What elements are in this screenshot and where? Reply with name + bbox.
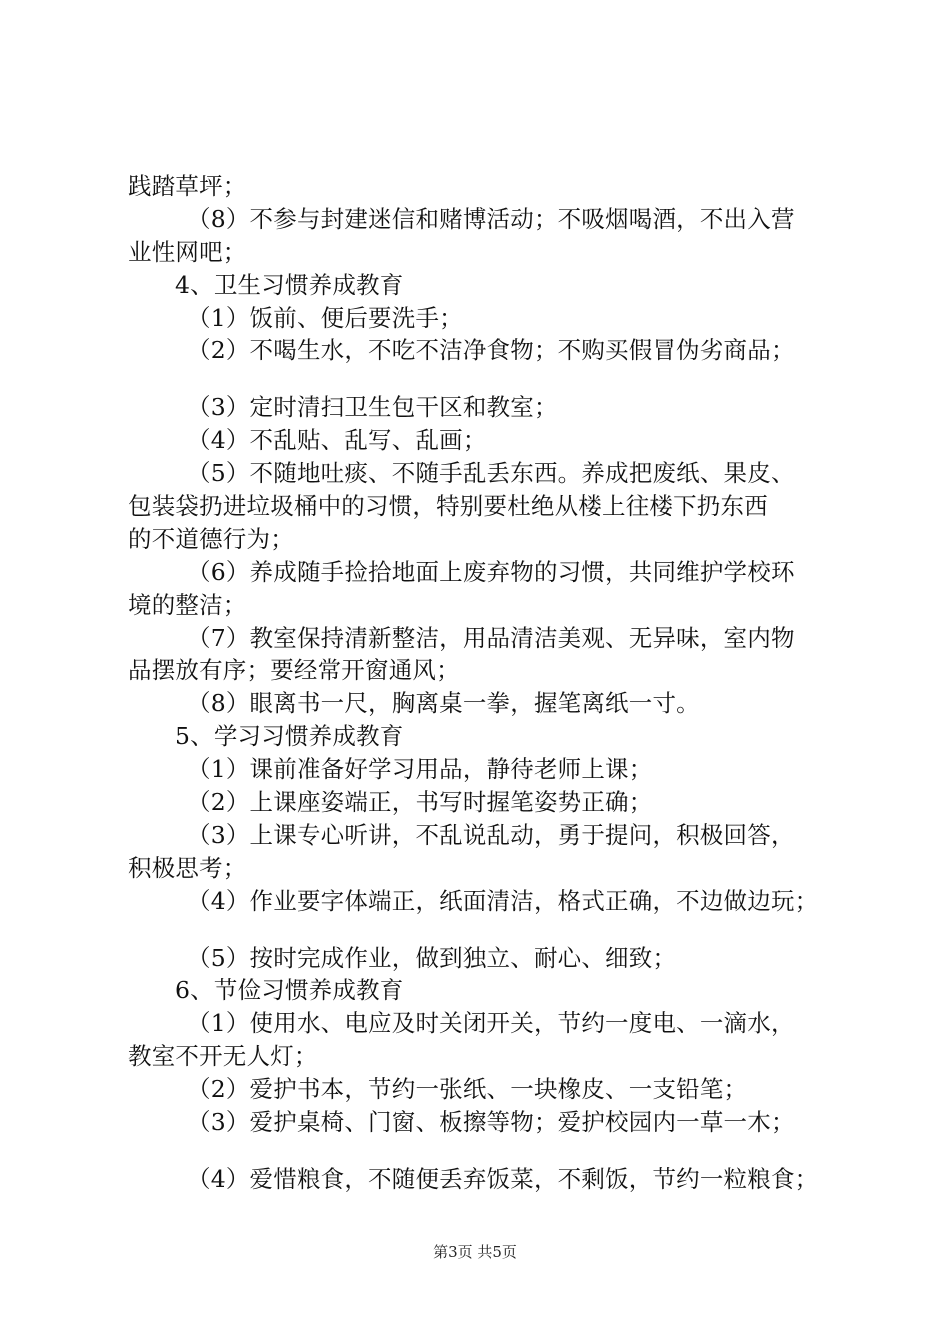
list-item-line: （2）爱护书本，节约一张纸、一块橡皮、一支铅笔； xyxy=(187,1075,748,1104)
list-item-line: （1）使用水、电应及时关闭开关，节约一度电、一滴水， xyxy=(187,1009,795,1038)
list-item-line: （5）不随地吐痰、不随手乱丢东西。养成把废纸、果皮、 xyxy=(187,459,795,488)
list-item-line: （3）定时清扫卫生包干区和教室； xyxy=(187,393,558,422)
page-footer: 第3页 共5页 xyxy=(433,1243,517,1261)
list-item-line: （2）上课座姿端正，书写时握笔姿势正确； xyxy=(187,788,653,817)
text-line: 业性网吧； xyxy=(128,237,247,266)
text-line: 践踏草坪； xyxy=(128,172,247,200)
list-item-line: （3）爱护桌椅、门窗、板擦等物；爱护校园内一草一木； xyxy=(187,1108,795,1137)
paragraph-gap xyxy=(128,367,848,391)
list-item-line: （8）不参与封建迷信和赌博活动；不吸烟喝酒，不出入营 xyxy=(187,204,795,233)
list-item-line: （2）不喝生水，不吃不洁净食物；不购买假冒伪劣商品； xyxy=(187,336,795,365)
text-line: 的不道德行为； xyxy=(128,524,294,553)
text-line: 教室不开无人灯； xyxy=(128,1042,318,1071)
list-item-line: （7）教室保持清新整洁，用品清洁美观、无异味，室内物 xyxy=(187,623,795,652)
text-line: 品摆放有序；要经常开窗通风； xyxy=(128,656,460,685)
document-body xyxy=(128,170,848,1196)
list-item-line: （8）眼离书一尺，胸离桌一拳，握笔离纸一寸。 xyxy=(187,689,700,718)
list-item-line: （1）课前准备好学习用品，静待老师上课； xyxy=(187,755,653,784)
section-heading: 5、学习习惯养成教育 xyxy=(175,722,404,751)
text-line: 积极思考； xyxy=(128,853,247,882)
section-heading: 6、节俭习惯养成教育 xyxy=(175,976,404,1005)
list-item-line: （5）按时完成作业，做到独立、耐心、细致； xyxy=(187,943,677,972)
section-heading: 4、卫生习惯养成教育 xyxy=(175,270,404,299)
list-item-line: （3）上课专心听讲，不乱说乱动，勇于提问，积极回答， xyxy=(187,820,795,849)
paragraph-gap xyxy=(128,1139,848,1163)
list-item-line: （1）饭前、便后要洗手； xyxy=(187,303,463,332)
list-item-line: （4）作业要字体端正，纸面清洁，格式正确，不边做边玩； xyxy=(187,886,819,915)
paragraph-gap xyxy=(128,918,848,942)
list-item-line: （4）爱惜粮食，不随便丢弃饭菜，不剩饭，节约一粒粮食； xyxy=(187,1164,819,1193)
list-item-line: （6）养成随手捡拾地面上废弃物的习惯，共同维护学校环 xyxy=(187,557,795,586)
text-line: 境的整洁； xyxy=(128,590,247,619)
text-line: 包装袋扔进垃圾桶中的习惯，特别要杜绝从楼上往楼下扔东西 xyxy=(128,492,768,521)
list-item-line: （4）不乱贴、乱写、乱画； xyxy=(187,426,487,455)
